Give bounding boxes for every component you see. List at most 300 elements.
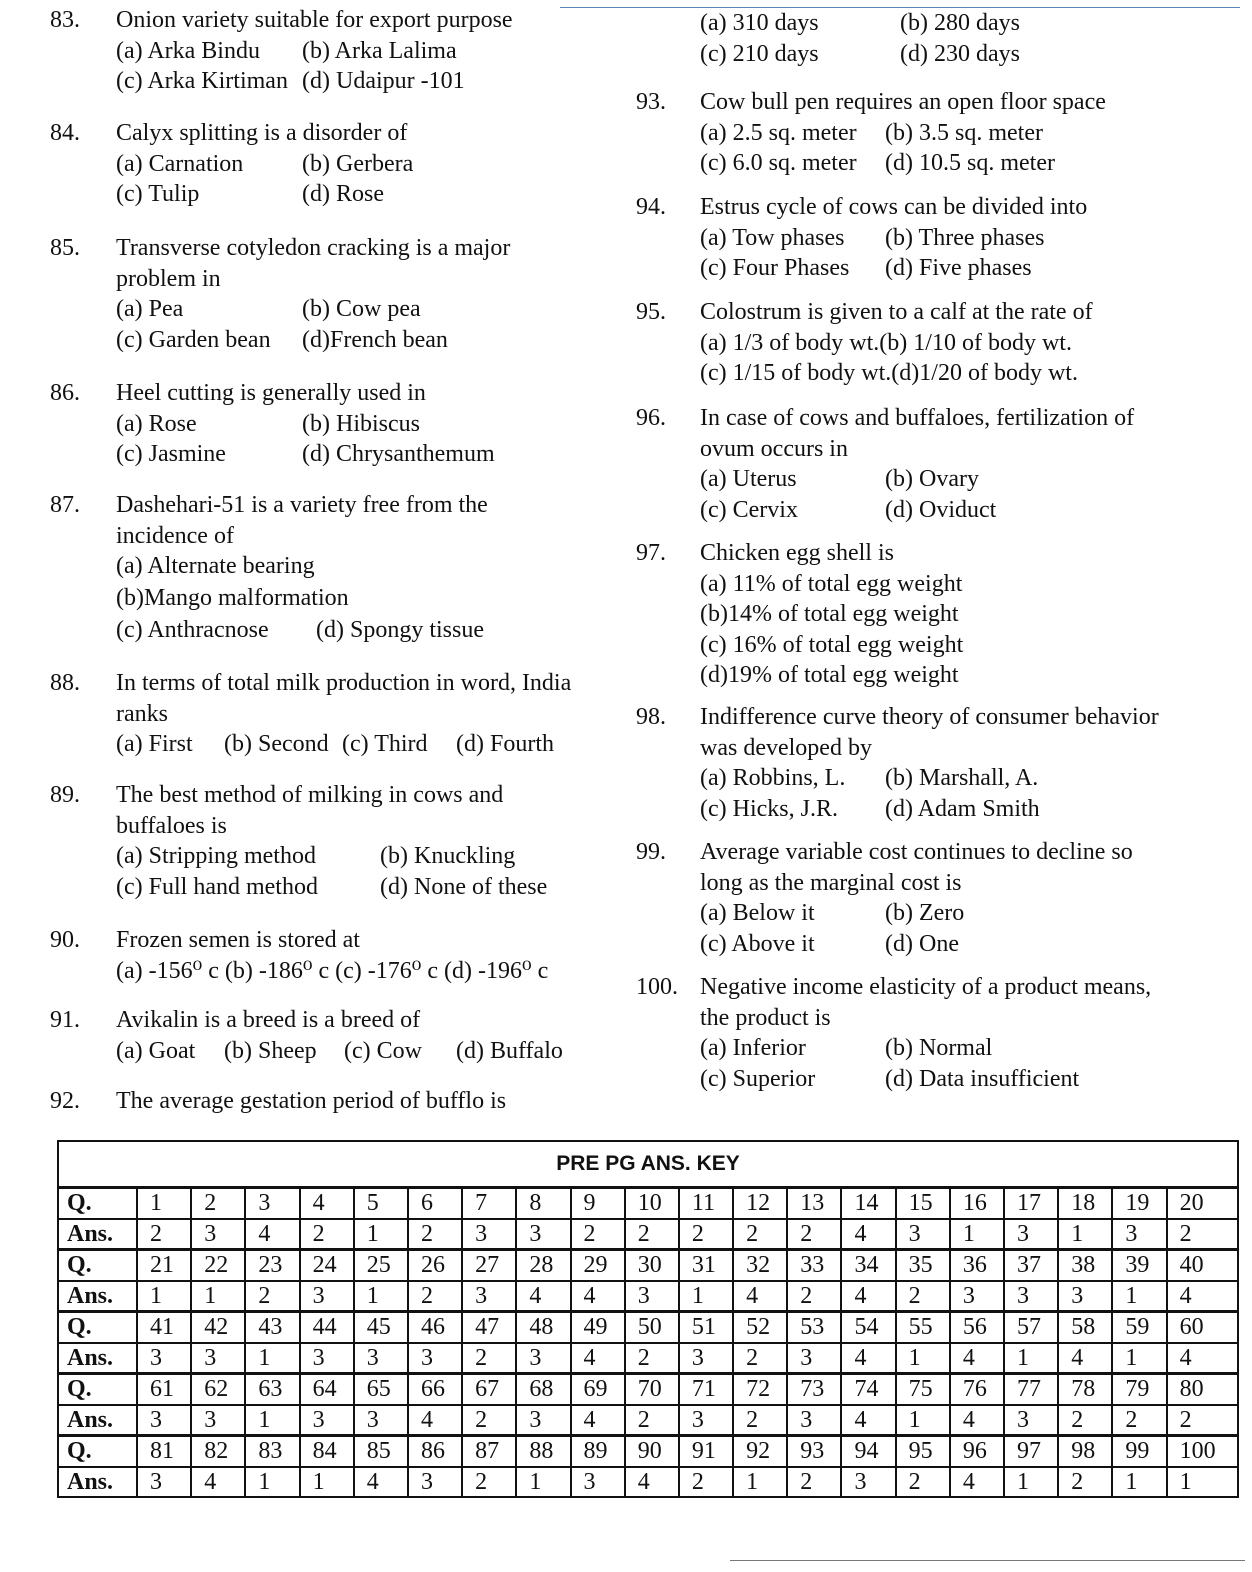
q-number-cell: 74 xyxy=(841,1374,895,1405)
answer-cell: 4 xyxy=(571,1343,625,1374)
answer-cell: 4 xyxy=(571,1405,625,1436)
q-number-cell: 29 xyxy=(571,1250,625,1281)
answer-cell: 2 xyxy=(787,1219,841,1250)
answer-cell: 3 xyxy=(679,1343,733,1374)
q-number-cell: 54 xyxy=(841,1312,895,1343)
answer-cell: 4 xyxy=(1058,1343,1112,1374)
q-number-cell: 62 xyxy=(191,1374,245,1405)
option-c: (c) Full hand method xyxy=(116,873,318,900)
option-a: (a) 11% of total egg weight xyxy=(700,570,963,597)
answer-cell: 4 xyxy=(841,1219,895,1250)
option-b: (b)14% of total egg weight xyxy=(700,601,959,627)
answer-cell: 3 xyxy=(841,1467,895,1498)
option-c: (c) Above it xyxy=(700,930,815,957)
question-number: 87. xyxy=(50,492,80,518)
q-number-cell: 55 xyxy=(896,1312,950,1343)
q-number-cell: 24 xyxy=(300,1250,354,1281)
answer-cell: 2 xyxy=(1058,1467,1112,1498)
q-number-cell: 70 xyxy=(625,1374,679,1405)
answer-row xyxy=(58,1467,1238,1498)
q-number-cell: 95 xyxy=(896,1436,950,1467)
q-number-cell: 63 xyxy=(245,1374,299,1405)
answer-cell: 4 xyxy=(516,1281,570,1312)
answer-cell: 1 xyxy=(896,1343,950,1374)
question-number: 88. xyxy=(50,670,80,696)
question-number: 86. xyxy=(50,380,80,406)
answer-cell: 1 xyxy=(1004,1343,1058,1374)
answer-row xyxy=(58,1219,1238,1250)
q-number-cell: 42 xyxy=(191,1312,245,1343)
q-number-cell: 23 xyxy=(245,1250,299,1281)
question-text: Heel cutting is generally used in xyxy=(116,380,426,406)
answer-cell: 4 xyxy=(625,1467,679,1498)
question-number-row xyxy=(58,1374,1238,1405)
q-label: Q. xyxy=(58,1312,137,1343)
q-number-cell: 43 xyxy=(245,1312,299,1343)
q-number-cell: 20 xyxy=(1167,1188,1238,1219)
q-number-cell: 85 xyxy=(354,1436,408,1467)
q-number-cell: 4 xyxy=(300,1188,354,1219)
option-d: (d)French bean xyxy=(302,326,448,353)
q-number-cell: 47 xyxy=(462,1312,516,1343)
option-b: (b) 280 days xyxy=(900,10,1020,36)
option-a: (a) Alternate bearing xyxy=(116,553,315,579)
option-d: (d) Chrysanthemum xyxy=(302,441,495,467)
bottom-rule xyxy=(730,1560,1245,1561)
option-a: (a) Below it xyxy=(700,900,815,926)
option-a: (a) Inferior xyxy=(700,1035,806,1061)
question-text-cont: was developed by xyxy=(700,734,872,761)
q-number-cell: 78 xyxy=(1058,1374,1112,1405)
answer-cell: 1 xyxy=(245,1405,299,1436)
question-text-cont: long as the marginal cost is xyxy=(700,869,962,896)
answer-cell: 3 xyxy=(408,1467,462,1498)
answer-cell: 3 xyxy=(787,1343,841,1374)
option-d: (d) 230 days xyxy=(900,40,1020,67)
question-text: Frozen semen is stored at xyxy=(116,927,360,953)
answer-cell: 3 xyxy=(1004,1281,1058,1312)
q-number-cell: 58 xyxy=(1058,1312,1112,1343)
option-b: (b) Knuckling xyxy=(380,843,516,869)
answer-cell: 1 xyxy=(1058,1219,1112,1250)
option-c: (c) Third xyxy=(342,731,428,757)
q-number-cell: 31 xyxy=(679,1250,733,1281)
question-number: 91. xyxy=(50,1007,80,1033)
q-number-cell: 49 xyxy=(571,1312,625,1343)
question-text: Avikalin is a breed is a breed of xyxy=(116,1007,421,1033)
answer-cell: 2 xyxy=(896,1281,950,1312)
answer-cell: 3 xyxy=(191,1343,245,1374)
q-number-cell: 1 xyxy=(137,1188,191,1219)
question-text: Indifference curve theory of consumer behavior xyxy=(700,704,1159,730)
option-b: (b) Sheep xyxy=(224,1037,317,1064)
answer-cell: 1 xyxy=(245,1467,299,1498)
answer-cell: 1 xyxy=(300,1467,354,1498)
question-number-row xyxy=(58,1188,1238,1219)
q-number-cell: 15 xyxy=(896,1188,950,1219)
answer-cell: 3 xyxy=(1058,1281,1112,1312)
answer-cell: 2 xyxy=(1167,1405,1238,1436)
question-number-row xyxy=(58,1250,1238,1281)
option-a: (a) Robbins, L. xyxy=(700,765,846,791)
answer-cell: 3 xyxy=(1004,1219,1058,1250)
q-number-cell: 97 xyxy=(1004,1436,1058,1467)
answer-cell: 2 xyxy=(137,1219,191,1250)
question-text: Transverse cotyledon cracking is a major xyxy=(116,235,511,261)
option-b: (b)Mango malformation xyxy=(116,585,349,611)
q-number-cell: 81 xyxy=(137,1436,191,1467)
answer-cell: 3 xyxy=(625,1281,679,1312)
answer-cell: 2 xyxy=(787,1467,841,1498)
q-number-cell: 3 xyxy=(245,1188,299,1219)
option-d: (d) Data insufficient xyxy=(885,1065,1080,1092)
q-number-cell: 21 xyxy=(137,1250,191,1281)
question-number: 93. xyxy=(636,89,666,115)
option-d: (d) Buffalo xyxy=(456,1037,563,1064)
option-d: (d) 10.5 sq. meter xyxy=(885,150,1055,176)
q-number-cell: 32 xyxy=(733,1250,787,1281)
q-number-cell: 14 xyxy=(841,1188,895,1219)
q-number-cell: 52 xyxy=(733,1312,787,1343)
q-number-cell: 77 xyxy=(1004,1374,1058,1405)
question-number: 90. xyxy=(50,927,80,953)
question-text: Negative income elasticity of a product means, xyxy=(700,974,1152,1000)
option-a: (a) Rose xyxy=(116,410,197,437)
answer-cell: 4 xyxy=(354,1467,408,1498)
question-text: Cow bull pen requires an open floor space xyxy=(700,89,1106,115)
question-text-cont: ovum occurs in xyxy=(700,435,848,462)
q-number-cell: 12 xyxy=(733,1188,787,1219)
answer-cell: 3 xyxy=(191,1405,245,1436)
answer-cell: 2 xyxy=(733,1343,787,1374)
q-number-cell: 28 xyxy=(516,1250,570,1281)
answer-cell: 2 xyxy=(408,1219,462,1250)
q-number-cell: 68 xyxy=(516,1374,570,1405)
question-text-cont: problem in xyxy=(116,265,221,292)
q-number-cell: 11 xyxy=(679,1188,733,1219)
answer-cell: 1 xyxy=(733,1467,787,1498)
q-number-cell: 26 xyxy=(408,1250,462,1281)
option-d: (d) One xyxy=(885,930,959,957)
answer-key-title: PRE PG ANS. KEY xyxy=(58,1141,1238,1188)
question-text: Chicken egg shell is xyxy=(700,540,894,566)
answer-cell: 4 xyxy=(950,1343,1004,1374)
q-number-cell: 7 xyxy=(462,1188,516,1219)
q-number-cell: 94 xyxy=(841,1436,895,1467)
q-number-cell: 64 xyxy=(300,1374,354,1405)
question-number: 99. xyxy=(636,839,666,865)
option-b: (b) 3.5 sq. meter xyxy=(885,119,1043,146)
q-number-cell: 6 xyxy=(408,1188,462,1219)
option-d: (d) Five phases xyxy=(885,255,1032,281)
q-number-cell: 34 xyxy=(841,1250,895,1281)
question-number-row xyxy=(58,1312,1238,1343)
question-number: 94. xyxy=(636,194,666,220)
question-text: Average variable cost continues to decline so xyxy=(700,839,1133,865)
answer-cell: 4 xyxy=(950,1467,1004,1498)
answer-cell: 4 xyxy=(841,1281,895,1312)
answer-cell: 1 xyxy=(245,1343,299,1374)
answer-cell: 3 xyxy=(516,1405,570,1436)
answer-cell: 2 xyxy=(1058,1405,1112,1436)
option-c: (c) Anthracnose xyxy=(116,617,269,643)
answer-cell: 2 xyxy=(733,1405,787,1436)
option-b: (b) Normal xyxy=(885,1035,993,1061)
option-c: (c) 210 days xyxy=(700,40,819,67)
question-text: In terms of total milk production in word, India xyxy=(116,670,572,696)
q-number-cell: 60 xyxy=(1167,1312,1238,1343)
q-number-cell: 51 xyxy=(679,1312,733,1343)
option-b: (b) Three phases xyxy=(885,224,1045,251)
q-number-cell: 2 xyxy=(191,1188,245,1219)
answer-cell: 4 xyxy=(408,1405,462,1436)
q-number-cell: 46 xyxy=(408,1312,462,1343)
option-d: (d) Rose xyxy=(302,181,384,207)
q-number-cell: 53 xyxy=(787,1312,841,1343)
q-number-cell: 84 xyxy=(300,1436,354,1467)
option-d: (d) Spongy tissue xyxy=(316,617,484,643)
question-number: 89. xyxy=(50,782,80,808)
q-number-cell: 75 xyxy=(896,1374,950,1405)
question-text-cont: incidence of xyxy=(116,522,234,549)
q-number-cell: 67 xyxy=(462,1374,516,1405)
q-number-cell: 87 xyxy=(462,1436,516,1467)
q-number-cell: 40 xyxy=(1167,1250,1238,1281)
q-number-cell: 33 xyxy=(787,1250,841,1281)
q-number-cell: 18 xyxy=(1058,1188,1112,1219)
question-text-cont: buffaloes is xyxy=(116,812,227,839)
answer-cell: 1 xyxy=(137,1281,191,1312)
q-number-cell: 90 xyxy=(625,1436,679,1467)
q-number-cell: 82 xyxy=(191,1436,245,1467)
answer-cell: 3 xyxy=(354,1405,408,1436)
option-c: (c) Cervix xyxy=(700,496,798,523)
option-b: (b) Gerbera xyxy=(302,150,414,177)
q-number-cell: 9 xyxy=(571,1188,625,1219)
option-d: (d) Adam Smith xyxy=(885,795,1040,822)
answer-cell: 2 xyxy=(462,1343,516,1374)
question-number-row xyxy=(58,1436,1238,1467)
q-number-cell: 66 xyxy=(408,1374,462,1405)
q-number-cell: 96 xyxy=(950,1436,1004,1467)
q-number-cell: 83 xyxy=(245,1436,299,1467)
answer-cell: 4 xyxy=(950,1405,1004,1436)
answer-cell: 3 xyxy=(191,1219,245,1250)
ans-label: Ans. xyxy=(58,1219,137,1250)
question-number: 97. xyxy=(636,540,666,566)
q-number-cell: 35 xyxy=(896,1250,950,1281)
answer-cell: 2 xyxy=(300,1219,354,1250)
q-number-cell: 44 xyxy=(300,1312,354,1343)
answer-cell: 3 xyxy=(571,1467,625,1498)
option-b: (b) Zero xyxy=(885,900,965,926)
q-label: Q. xyxy=(58,1436,137,1467)
option-c: (c) Arka Kirtiman xyxy=(116,68,288,94)
q-number-cell: 100 xyxy=(1167,1436,1238,1467)
answer-cell: 2 xyxy=(462,1467,516,1498)
option-a: (a) Stripping method xyxy=(116,843,316,869)
answer-cell: 2 xyxy=(625,1343,679,1374)
q-number-cell: 13 xyxy=(787,1188,841,1219)
q-number-cell: 41 xyxy=(137,1312,191,1343)
answer-cell: 2 xyxy=(408,1281,462,1312)
question-text-cont: ranks xyxy=(116,700,168,727)
q-number-cell: 10 xyxy=(625,1188,679,1219)
q-number-cell: 98 xyxy=(1058,1436,1112,1467)
answer-cell: 3 xyxy=(516,1343,570,1374)
q-number-cell: 50 xyxy=(625,1312,679,1343)
option-a: (a) Carnation xyxy=(116,150,244,177)
q-label: Q. xyxy=(58,1250,137,1281)
option-b: (b) Second xyxy=(224,731,329,757)
answer-cell: 2 xyxy=(571,1219,625,1250)
q-number-cell: 56 xyxy=(950,1312,1004,1343)
answer-cell: 1 xyxy=(896,1405,950,1436)
option-c: (c) Jasmine xyxy=(116,441,226,467)
answer-cell: 3 xyxy=(354,1343,408,1374)
option-a: (a) 2.5 sq. meter xyxy=(700,119,857,146)
answer-cell: 3 xyxy=(516,1219,570,1250)
answer-cell: 2 xyxy=(787,1281,841,1312)
answer-cell: 2 xyxy=(1112,1405,1166,1436)
options-line: (a) -156⁰ c (b) -186⁰ c (c) -176⁰ c (d) -196⁰ c xyxy=(116,957,549,984)
answer-cell: 2 xyxy=(1167,1219,1238,1250)
option-d: (d) Oviduct xyxy=(885,496,997,523)
q-number-cell: 22 xyxy=(191,1250,245,1281)
q-number-cell: 92 xyxy=(733,1436,787,1467)
q-label: Q. xyxy=(58,1188,137,1219)
question-text: The best method of milking in cows and xyxy=(116,782,504,808)
option-c: (c) 6.0 sq. meter xyxy=(700,150,857,176)
option-a: (a) Uterus xyxy=(700,466,797,492)
q-number-cell: 37 xyxy=(1004,1250,1058,1281)
option-b: (b) Ovary xyxy=(885,466,979,492)
answer-cell: 4 xyxy=(1167,1281,1238,1312)
q-number-cell: 71 xyxy=(679,1374,733,1405)
q-number-cell: 45 xyxy=(354,1312,408,1343)
option-c: (c) Garden bean xyxy=(116,326,271,353)
question-text: Onion variety suitable for export purpose xyxy=(116,7,513,33)
option-c: (c) Four Phases xyxy=(700,255,850,281)
options-line-1: (a) 1/3 of body wt.(b) 1/10 of body wt. xyxy=(700,329,1072,356)
answer-cell: 2 xyxy=(733,1219,787,1250)
answer-cell: 2 xyxy=(462,1405,516,1436)
answer-cell: 1 xyxy=(191,1281,245,1312)
question-text: Calyx splitting is a disorder of xyxy=(116,120,408,146)
answer-cell: 2 xyxy=(245,1281,299,1312)
answer-cell: 3 xyxy=(1004,1405,1058,1436)
option-c: (c) Superior xyxy=(700,1065,816,1092)
question-text: Estrus cycle of cows can be divided into xyxy=(700,194,1088,220)
q-number-cell: 69 xyxy=(571,1374,625,1405)
q-number-cell: 91 xyxy=(679,1436,733,1467)
option-b: (b) Arka Lalima xyxy=(302,37,457,64)
answer-cell: 4 xyxy=(733,1281,787,1312)
option-c: (c) Tulip xyxy=(116,181,200,207)
answer-cell: 1 xyxy=(950,1219,1004,1250)
option-d: (d) Fourth xyxy=(456,731,554,757)
q-number-cell: 93 xyxy=(787,1436,841,1467)
option-d: (d) Udaipur -101 xyxy=(302,68,465,94)
q-number-cell: 16 xyxy=(950,1188,1004,1219)
answer-cell: 1 xyxy=(354,1281,408,1312)
answer-cell: 3 xyxy=(679,1405,733,1436)
question-number: 98. xyxy=(636,704,666,730)
answer-cell: 1 xyxy=(354,1219,408,1250)
answer-key-table xyxy=(57,1140,1239,1498)
option-a: (a) Tow phases xyxy=(700,224,845,251)
option-d: (d) None of these xyxy=(380,873,548,900)
answer-cell: 3 xyxy=(950,1281,1004,1312)
ans-label: Ans. xyxy=(58,1467,137,1498)
question-number: 84. xyxy=(50,120,80,146)
question-number: 100. xyxy=(636,974,678,1000)
q-number-cell: 38 xyxy=(1058,1250,1112,1281)
q-number-cell: 19 xyxy=(1112,1188,1166,1219)
answer-cell: 2 xyxy=(679,1219,733,1250)
q-number-cell: 73 xyxy=(787,1374,841,1405)
question-text: In case of cows and buffaloes, fertilization of xyxy=(700,405,1135,431)
option-a: (a) 310 days xyxy=(700,10,819,36)
answer-cell: 1 xyxy=(1112,1467,1166,1498)
question-number: 83. xyxy=(50,7,80,33)
q-number-cell: 8 xyxy=(516,1188,570,1219)
answer-cell: 2 xyxy=(625,1219,679,1250)
answer-cell: 2 xyxy=(625,1405,679,1436)
q-number-cell: 88 xyxy=(516,1436,570,1467)
option-b: (b) Cow pea xyxy=(302,296,421,322)
q-number-cell: 99 xyxy=(1112,1436,1166,1467)
q-number-cell: 27 xyxy=(462,1250,516,1281)
q-number-cell: 80 xyxy=(1167,1374,1238,1405)
answer-cell: 3 xyxy=(462,1281,516,1312)
q-number-cell: 76 xyxy=(950,1374,1004,1405)
answer-cell: 1 xyxy=(679,1281,733,1312)
answer-row xyxy=(58,1405,1238,1436)
q-number-cell: 89 xyxy=(571,1436,625,1467)
ans-label: Ans. xyxy=(58,1343,137,1374)
option-c: (c) Hicks, J.R. xyxy=(700,795,838,822)
question-text: Colostrum is given to a calf at the rate of xyxy=(700,299,1093,325)
option-c: (c) 16% of total egg weight xyxy=(700,631,964,658)
answer-cell: 3 xyxy=(408,1343,462,1374)
answer-cell: 4 xyxy=(841,1343,895,1374)
question-text: The average gestation period of bufflo is xyxy=(116,1088,507,1114)
q-number-cell: 36 xyxy=(950,1250,1004,1281)
q-number-cell: 72 xyxy=(733,1374,787,1405)
question-number: 96. xyxy=(636,405,666,431)
answer-cell: 1 xyxy=(1004,1467,1058,1498)
answer-cell: 3 xyxy=(137,1343,191,1374)
answer-cell: 3 xyxy=(462,1219,516,1250)
answer-cell: 2 xyxy=(679,1467,733,1498)
q-number-cell: 79 xyxy=(1112,1374,1166,1405)
q-number-cell: 48 xyxy=(516,1312,570,1343)
q-number-cell: 17 xyxy=(1004,1188,1058,1219)
answer-cell: 3 xyxy=(137,1467,191,1498)
answer-cell: 4 xyxy=(1167,1343,1238,1374)
answer-cell: 4 xyxy=(245,1219,299,1250)
q-number-cell: 30 xyxy=(625,1250,679,1281)
answer-cell: 4 xyxy=(571,1281,625,1312)
q-number-cell: 39 xyxy=(1112,1250,1166,1281)
answer-cell: 1 xyxy=(1112,1281,1166,1312)
answer-cell: 1 xyxy=(1112,1343,1166,1374)
question-number: 92. xyxy=(50,1088,80,1114)
answer-cell: 1 xyxy=(516,1467,570,1498)
answer-cell: 1 xyxy=(1167,1467,1238,1498)
answer-cell: 3 xyxy=(300,1405,354,1436)
